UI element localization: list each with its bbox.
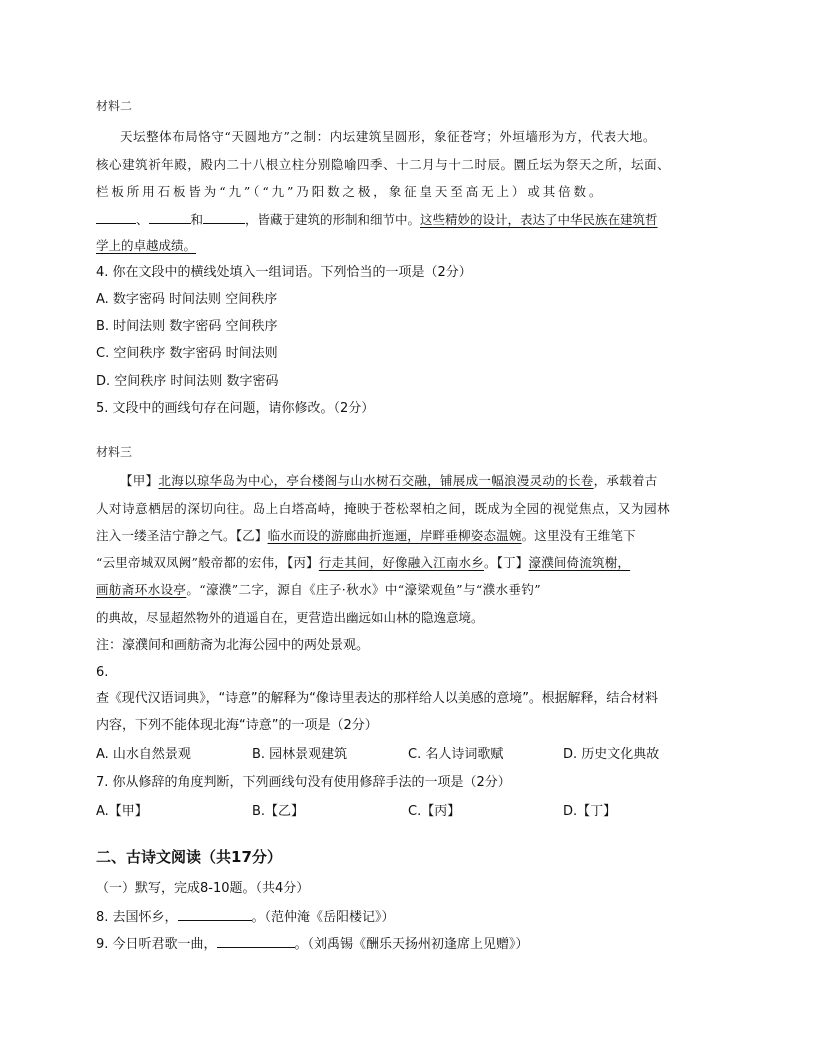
material2-heading: 材料二 <box>96 99 133 113</box>
underlined-sentence-ding: 濠濮间倚流筑榭， <box>528 555 631 570</box>
underlined-sentence-yi: 临水而设的游廊曲折迤逦，岸畔垂柳姿态温婉 <box>267 528 522 543</box>
underlined-sentence-cont: 学上的卓越成绩。 <box>96 238 197 253</box>
question-6-option-b[interactable]: B. 园林景观建筑 <box>252 747 348 762</box>
separator: 、 <box>136 212 149 227</box>
question-4-option-c[interactable]: C. 空间秩序 数字密码 时间法则 <box>96 346 278 361</box>
question-6-number: 6. <box>96 665 109 680</box>
material3-line <box>96 554 630 572</box>
material3-text: 注入一缕圣洁宁静之气。【乙】 <box>96 528 268 543</box>
underlined-sentence-jia: 北海以琼华岛为中心，亭台楼阁与山水树石交融，铺展成一幅浪漫灵动的长卷 <box>158 473 594 488</box>
question-6-stem: 查《现代汉语词典》，“诗意”的解释为“像诗里表达的那样给人以美感的意境”。根据解释，结合材料 <box>96 691 658 706</box>
underlined-sentence: 这些精妙的设计，表达了中华民族在建筑哲 <box>420 212 658 227</box>
material3-text: ，承载着古 <box>593 473 658 488</box>
material3-line <box>96 527 636 545</box>
question-4-stem: 4. 你在文段中的横线处填入一组词语。下列恰当的一项是（2分） <box>96 265 472 280</box>
question-4-option-d[interactable]: D. 空间秩序 时间法则 数字密码 <box>96 374 279 389</box>
material2-line: 天坛整体布局恪守“天圆地方”之制：内坛建筑呈圆形，象征苍穹；外垣墙形为方，代表大地。 <box>120 129 656 144</box>
material3-line: 人对诗意栖居的深切向往。岛上白塔高峙，掩映于苍松翠柏之间，既成为全园的视觉焦点，又为园林 <box>96 501 671 516</box>
material3-heading: 材料三 <box>96 445 133 459</box>
question-6-stem: 内容，下列不能体现北海“诗意”的一项是（2分） <box>96 718 378 733</box>
question-9 <box>96 934 529 954</box>
question-5-stem: 5. 文段中的画线句存在问题，请你修改。（2分） <box>96 401 375 416</box>
question-8-source: 。（范仲淹《岳阳楼记》） <box>251 910 395 925</box>
material3-text: 。这里没有王维笔下 <box>521 528 636 543</box>
question-9-prompt: 9. 今日听君歌一曲， <box>96 937 217 952</box>
section-2-title: 二、古诗文阅读（共17分） <box>96 848 282 866</box>
material3-line <box>96 581 541 599</box>
question-7-option-b[interactable]: B.【乙】 <box>252 804 305 819</box>
material3-text: 。【丁】 <box>483 555 529 570</box>
question-6-option-a[interactable]: A. 山水自然景观 <box>96 747 191 762</box>
fill-blank-1[interactable] <box>96 210 136 224</box>
material3-note: 注：濠濮间和画舫斋为北海公园中的两处景观。 <box>96 638 370 653</box>
question-8-prompt: 8. 去国怀乡， <box>96 910 178 925</box>
question-9-source: 。（刘禹锡《酬乐天扬州初逢席上见赠》） <box>294 937 529 952</box>
question-6-option-d[interactable]: D. 历史文化典故 <box>563 747 660 762</box>
question-7-stem: 7. 你从修辞的角度判断，下列画线句没有使用修辞手法的一项是（2分） <box>96 775 511 790</box>
material3-text: 。“濠濮”二字，源自《庄子·秋水》中“濠梁观鱼”与“濮水垂钓” <box>186 582 542 597</box>
material3-line: 的典故，尽显超然物外的逍遥自在，更营造出幽远如山林的隐逸意境。 <box>96 610 484 625</box>
question-7-option-c[interactable]: C.【丙】 <box>408 804 461 819</box>
underlined-sentence-bing: 行走其间，好像融入江南水乡 <box>318 555 484 570</box>
question-4-option-b[interactable]: B. 时间法则 数字密码 空间秩序 <box>96 319 278 334</box>
question-7-option-a[interactable]: A.【甲】 <box>96 804 148 819</box>
marker-jia: 【甲】 <box>120 473 159 488</box>
question-8-answer-blank[interactable] <box>178 907 252 921</box>
material2-line: 核心建筑祈年殿，殿内二十八根立柱分别隐喻四季、十二月与十二时辰。圜丘坛为祭天之所，坛面、 <box>96 157 671 172</box>
question-8 <box>96 907 395 927</box>
question-6-option-c[interactable]: C. 名人诗词歌赋 <box>408 747 504 762</box>
section-2-subtitle: （一）默写，完成8-10题。（共4分） <box>96 881 310 896</box>
question-9-answer-blank[interactable] <box>217 934 295 948</box>
material2-line: 栏板所用石板皆为“九”（“九”乃阳数之极，象征皇天至高无上）或其倍数。 <box>96 184 605 199</box>
conjunction: 和 <box>190 212 204 227</box>
material2-line <box>96 210 658 229</box>
material2-line <box>96 237 196 255</box>
underlined-sentence-ding-cont: 画舫斋环水设亭 <box>96 582 187 597</box>
question-4-option-a[interactable]: A. 数字密码 时间法则 空间秩序 <box>96 292 278 307</box>
material3-text: “云里帝城双凤阙”般帝都的宏伟，【丙】 <box>96 555 319 570</box>
fill-blank-3[interactable] <box>203 210 245 224</box>
material2-text: ，皆藏于建筑的形制和细节中。 <box>245 212 421 227</box>
question-7-option-d[interactable]: D.【丁】 <box>563 804 617 819</box>
material3-line <box>120 472 658 490</box>
fill-blank-2[interactable] <box>149 210 191 224</box>
